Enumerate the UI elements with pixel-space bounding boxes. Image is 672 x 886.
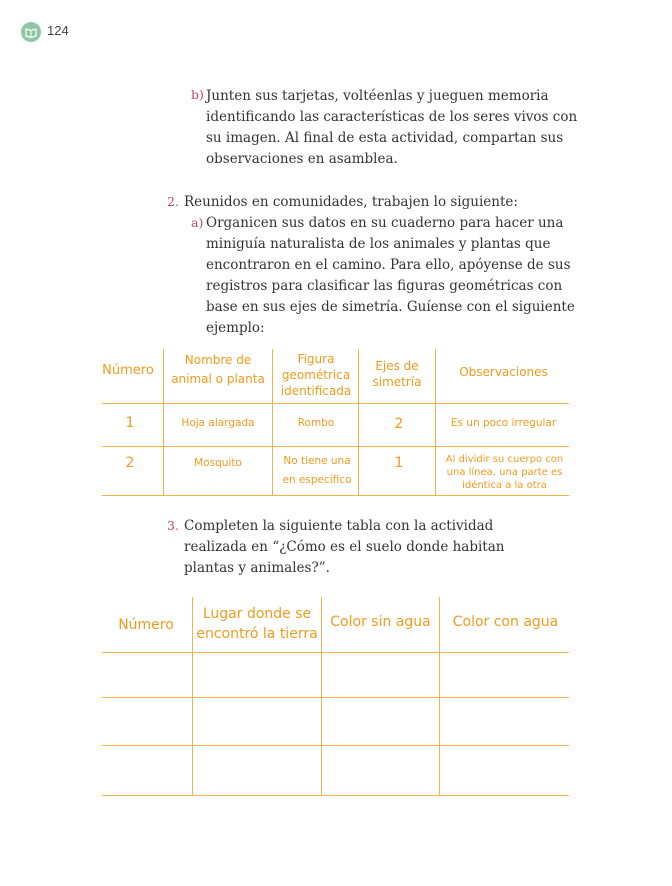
empty-cell[interactable] xyxy=(193,698,321,745)
table-cell: Al dividir su cuerpo con una línea, una parte es idéntica a la otra xyxy=(445,453,564,491)
item-b-text xyxy=(206,86,577,170)
table-header: Figura geométrica identificada xyxy=(280,352,352,398)
empty-cell[interactable] xyxy=(440,653,569,697)
text-line: encontraron en el camino. Para ello, apóyense de sus xyxy=(206,257,571,273)
table-header: Ejes de simetría xyxy=(372,359,422,389)
table-divider xyxy=(102,795,569,796)
table-header: Color sin agua xyxy=(330,614,431,630)
empty-cell[interactable] xyxy=(322,653,439,697)
table-header: Número xyxy=(102,362,154,378)
table-header: Lugar donde se encontró la tierra xyxy=(196,606,318,642)
text-line: observaciones en asamblea. xyxy=(206,151,398,167)
empty-cell[interactable] xyxy=(322,698,439,745)
item-2a-text xyxy=(206,213,575,339)
table-cell: Es un poco irregular xyxy=(450,417,557,429)
book-icon xyxy=(21,22,41,42)
page-number: 124 xyxy=(47,23,69,38)
text-line: su imagen. Al final de esta actividad, compartan sus xyxy=(206,130,564,146)
text-line: registros para clasificar las figuras geométricas con xyxy=(206,278,563,294)
item-2a-marker: a) xyxy=(191,215,204,230)
table-cell: 1 xyxy=(394,455,404,471)
table-divider xyxy=(102,495,569,496)
item-2-marker: 2. xyxy=(167,194,179,209)
table-cell: No tiene una en específico xyxy=(282,455,352,486)
table-divider xyxy=(272,349,273,495)
empty-cell[interactable] xyxy=(322,746,439,795)
table-cell: 2 xyxy=(394,416,404,432)
table-divider xyxy=(358,349,359,495)
table-divider xyxy=(102,403,569,404)
text-line: ejemplo: xyxy=(206,320,265,336)
text-line: Completen la siguiente tabla con la actividad xyxy=(184,518,494,534)
text-line: Junten sus tarjetas, voltéenlas y jueguen memoria xyxy=(206,88,549,104)
text-line: Organicen sus datos en su cuaderno para hacer una xyxy=(206,215,564,231)
table-header: Nombre de animal o planta xyxy=(171,353,265,386)
table-header: Color con agua xyxy=(452,614,559,630)
table-header: Número xyxy=(118,617,174,633)
table-header: Observaciones xyxy=(459,365,548,379)
text-line: plantas y animales?”. xyxy=(184,560,330,576)
empty-cell[interactable] xyxy=(193,653,321,697)
item-3-text xyxy=(184,516,504,579)
text-line: identificando las características de los seres vivos con xyxy=(206,109,578,125)
table-divider xyxy=(163,349,164,495)
text-line: base en sus ejes de simetría. Guíense con el siguiente xyxy=(206,299,575,315)
empty-cell[interactable] xyxy=(102,653,192,697)
text-line: miniguía naturalista de los animales y plantas que xyxy=(206,236,551,252)
empty-cell[interactable] xyxy=(440,746,569,795)
item-3-marker: 3. xyxy=(167,518,179,533)
table-divider xyxy=(102,446,569,447)
text-line: realizada en “¿Cómo es el suelo donde habitan xyxy=(184,539,505,555)
table-cell: Rombo xyxy=(297,417,335,429)
empty-cell[interactable] xyxy=(102,746,192,795)
table-cell: Hoja alargada xyxy=(181,417,255,429)
empty-cell[interactable] xyxy=(440,698,569,745)
empty-cell[interactable] xyxy=(193,746,321,795)
table-cell: 2 xyxy=(125,455,135,471)
table-cell: Mosquito xyxy=(194,457,242,469)
item-b-marker: b) xyxy=(191,87,204,102)
table-cell: 1 xyxy=(125,415,135,431)
empty-cell[interactable] xyxy=(102,698,192,745)
item-2-text: Reunidos en comunidades, trabajen lo siguiente: xyxy=(184,194,518,210)
